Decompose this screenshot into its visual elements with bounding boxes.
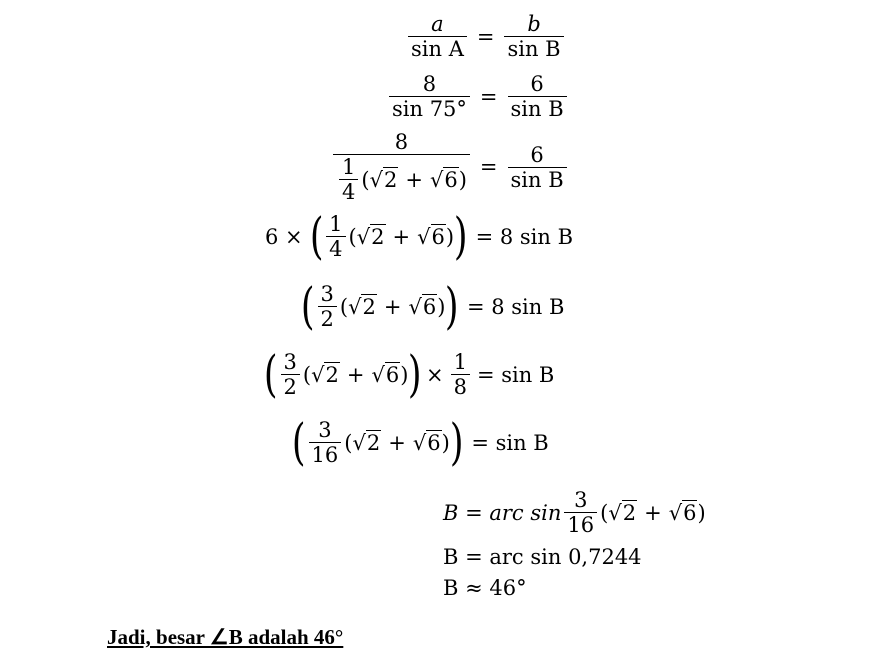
sqrt-6: √6 <box>417 224 445 249</box>
numerator: 8 <box>422 72 437 96</box>
rhs: = sin B <box>476 362 555 387</box>
sqrt-6: √6 <box>429 167 458 192</box>
right-paren: ) <box>408 345 423 404</box>
denominator: 8 <box>451 374 470 399</box>
plus-sign: + <box>392 224 411 249</box>
denominator: sin B <box>508 96 567 121</box>
equation-line-10 <box>443 576 527 600</box>
sqrt-2: √2 <box>369 167 398 192</box>
radicand: 6 <box>444 167 458 192</box>
equation-line-2 <box>386 72 570 121</box>
sqrt-6: √6 <box>412 430 441 455</box>
fraction-8-over-sin75 <box>389 72 470 121</box>
sqrt-6: √6 <box>408 294 437 319</box>
radicand: 2 <box>366 430 381 455</box>
right-paren: ) <box>449 413 464 472</box>
equation-line-3 <box>330 130 570 204</box>
radicand: 2 <box>383 167 398 192</box>
denominator: sin B <box>504 36 563 61</box>
denominator: 4 <box>339 179 358 204</box>
fraction-b-over-sinB <box>504 12 563 61</box>
equals-sign: = <box>479 155 498 180</box>
numerator: 3 <box>318 418 332 442</box>
equation-line-1 <box>405 12 567 61</box>
fraction-a-over-sinA <box>408 12 467 61</box>
radicand: 6 <box>385 362 400 387</box>
left-paren: ( <box>263 345 278 404</box>
numerator: 6 <box>530 72 544 96</box>
denominator: 16 <box>309 442 342 467</box>
denominator: 4 <box>326 236 345 261</box>
equation-line-9 <box>443 545 642 569</box>
lhs: B = arc sin <box>443 500 562 525</box>
equation-line-6: ( $\frac{3}{2}$ ( √2 + √6 ) ) × $\frac{1}{8}$ = sin B <box>263 345 555 404</box>
denominator: 2 <box>318 306 337 331</box>
left-paren: ( <box>300 277 315 336</box>
equation-line-5: ( $\frac{3}{2}$ ( √2 + √6 ) ) = 8 sin B <box>300 277 565 336</box>
rhs: = 8 sin B <box>466 294 565 319</box>
left-paren: ( <box>309 207 324 266</box>
conclusion-text: Jadi, besar ∠B adalah 46° <box>107 625 344 649</box>
denominator: 16 <box>564 512 597 537</box>
plus-sign: + <box>388 430 406 455</box>
rhs: = 8 sin B <box>475 224 574 249</box>
equation-line-4: 6 × ( $\frac{1}{4}$ ( √2 + √6 ) ) = 8 sin B <box>265 207 574 266</box>
numerator: 1 <box>329 212 343 236</box>
numerator: 6 <box>530 142 544 167</box>
sqrt-6: √6 <box>371 362 400 387</box>
rhs: = sin B <box>471 430 549 455</box>
fraction-three-halves <box>281 350 300 399</box>
numerator: 3 <box>283 350 297 374</box>
plus-sign: + <box>644 500 662 525</box>
numerator: b <box>527 12 541 36</box>
equation-line-8: B = arc sin $\frac{3}{16}$ ( √2 + √6 ) <box>443 488 706 538</box>
right-paren: ) <box>445 277 460 336</box>
fraction-three-sixteenths <box>309 418 342 467</box>
plus-sign: + <box>346 362 365 387</box>
radicand: 6 <box>422 294 437 319</box>
fraction-three-sixteenths <box>564 488 597 537</box>
sqrt-2: √2 <box>348 294 376 319</box>
left-paren: ( <box>291 413 306 472</box>
numerator: 3 <box>574 488 588 512</box>
sqrt-2: √2 <box>356 224 385 249</box>
sqrt-2: √2 <box>608 500 637 525</box>
equation-line-7: ( $\frac{3}{16}$ ( √2 + √6 ) ) = sin B <box>291 413 549 472</box>
sqrt-2: √2 <box>311 362 339 387</box>
right-paren: ) <box>454 207 468 266</box>
fraction-one-quarter <box>326 212 345 261</box>
fraction-8-over-expression <box>333 130 470 204</box>
fraction-one-quarter <box>339 155 358 204</box>
equation-text: B ≈ 46° <box>443 576 527 600</box>
denominator: $\frac{1}{4}$ ( √2 + √6 ) <box>333 154 470 204</box>
equation-text: B = arc sin 0,7244 <box>443 545 642 569</box>
fraction-one-eighth <box>451 350 470 399</box>
denominator: sin B <box>508 167 567 192</box>
denominator: sin 75° <box>389 96 470 121</box>
numerator: a <box>431 12 444 36</box>
numerator: 3 <box>320 282 334 306</box>
denominator: sin A <box>408 36 467 61</box>
numerator: 1 <box>342 155 356 180</box>
radicand: 6 <box>427 430 441 455</box>
numerator: 1 <box>453 350 467 374</box>
radicand: 6 <box>431 224 445 249</box>
radicand: 2 <box>622 500 637 525</box>
radicand: 6 <box>683 500 697 525</box>
prefix: 6 × <box>265 224 303 249</box>
times-sign: × <box>425 362 444 387</box>
equals-sign: = <box>476 24 495 49</box>
plus-sign: + <box>383 294 402 319</box>
fraction-6-over-sinB <box>508 72 567 121</box>
numerator: 8 <box>394 130 409 154</box>
plus-sign: + <box>405 167 423 192</box>
fraction-6-over-sinB <box>508 143 567 192</box>
sqrt-6: √6 <box>668 500 697 525</box>
radicand: 2 <box>325 362 339 387</box>
sqrt-2: √2 <box>352 430 381 455</box>
radicand: 2 <box>362 294 376 319</box>
radicand: 2 <box>371 224 385 249</box>
equals-sign: = <box>479 84 498 109</box>
denominator: 2 <box>281 374 300 399</box>
fraction-three-halves <box>318 282 337 331</box>
